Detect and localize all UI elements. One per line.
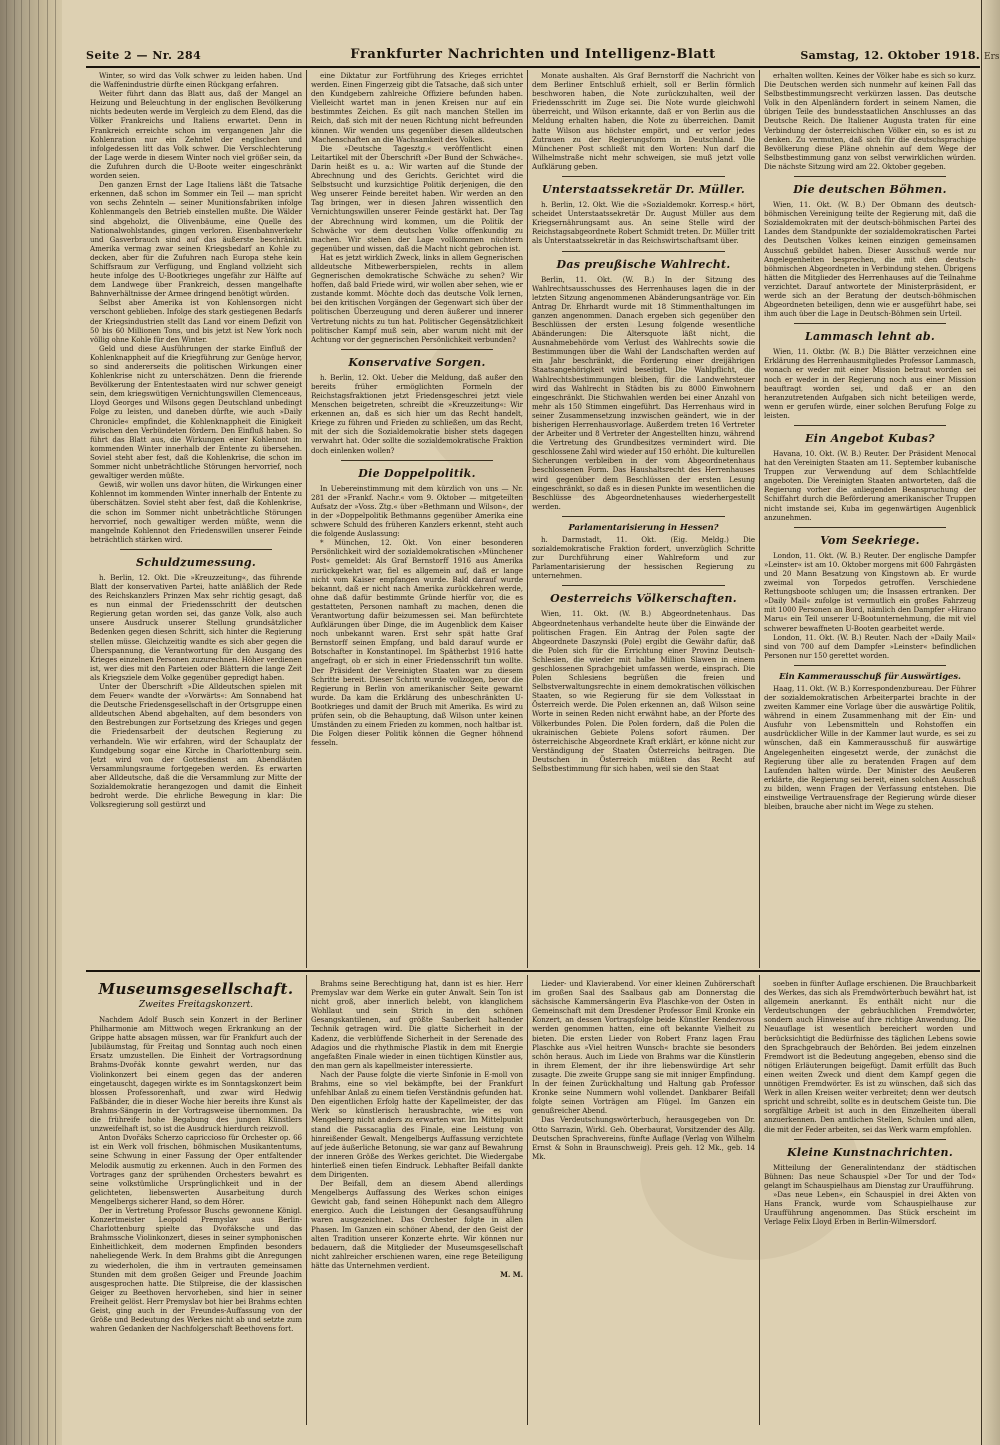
article-paragraph: Der in Vertretung Professor Buschs gewonnene Königl. Konzertmeister Leopold Premyslav aus Berlin-Charlottenburg spielte das Dvořáksche und das Brahmssche Violinkonzert, dieses in seiner symphonischen Einheitlichkeit, dem modernen Empfinden besonders naheliegende Werk. In dem Brahms gibt die Anregungen zu wiederholen, die ihm in vertrauten gemeinsamen Stunden mit dem großen Geiger und Freunde Joachim ausgesprochen hatte. Die Stilpreise, die der klassischen Geiger zu Beethoven hervorheben, sind hier in seiner Freiheit gelöst. Herr Premyslav bot hier bei Brahms echten Geist, ging auch in der Freundes-Auffassung von der Größe und Bedeutung des Werkes nicht ab und setzte zum wahren Gedanken der Nachfolgerschaft Beethovens fort. <box>90 1205 302 1334</box>
article-paragraph: eine Diktatur zur Fortführung des Krieges errichtet werden. Einen Fingerzeig gibt die Tatsache, daß sich unter den Kundgebern zahlreiche Offiziere befunden haben. Vielleicht wartet man in jenen Kreisen nur auf ein bestimmtes Zeichen. Es gilt nach manchen Stellen im Reich, daß sich mit der neuen Richtung nicht befreunden können. Wir wenden uns gegenüber diesen alldeutschen Machenschaften an die Wachsamkeit des Volkes. <box>311 71 523 144</box>
article-paragraph: Hat es jetzt wirklich Zweck, links in allem Gegnerischen alldeutsche Mitbewerberspielen, rechts in allem Gegnerischen demokratische Schwäche zu sehen? Wir hoffen, daß bald Friede wird, wir wollen aber sehen, wie er zustande kommt. Möchte doch das deutsche Volk lernen, bei den kritischen Vorgängen der Gegenwart sich über der politischen Überzeugung und deren äußerer und innerer Vertretung nichts zu tun hat. Politischer Gegensätzlichkeit politischer Kampf muß sein, aber warum nicht mit der Achtung vor der gegnerischen Persönlichkeit verbunden? <box>311 252 523 344</box>
column-divider <box>306 70 307 968</box>
header-rule <box>86 66 980 68</box>
column-top-4 <box>764 71 976 968</box>
article-separator <box>562 585 725 586</box>
article-headline: Ein Angebot Kubas? <box>805 432 935 445</box>
column-top-3 <box>532 71 755 968</box>
article-paragraph: In Uebereinstimmung mit dem kürzlich von uns — Nr. 281 der »Frankf. Nachr.« vom 9. Oktober — mitgeteilten Aufsatz der »Voss. Ztg.« über »Bethmann und Wilson«, der in der »Doppelpolitik Bethmanns gegenüber Amerika eine schwere Schuld des früheren Kanzlers erkennt, steht auch die folgende Auslassung: <box>311 483 523 539</box>
column-divider <box>759 975 760 1425</box>
article-paragraph: Monate aushalten. Als Graf Bernstorff die Nachricht von dem Berliner Entschluß erhielt, soll er Berlin förmlich beschworen haben, die Note zurückzuhalten, weil der Friedensschritt im Zuge sei. Die Note wurde gleichwohl überreicht, und Wilson erkannte, daß er von Berlin aus die Meldung erhalten haben, die Note zu überreichen. Damit hatte Wilson aus höchster empört, und er verlor jedes Zutrauen zu der Regierungsform in Deutschland. Die Münchener Post schließt mit den Worten: Nun darf die Wilhelmstraße nicht mehr schweigen, sie muß jetzt volle Aufklärung geben. <box>532 71 755 171</box>
article-paragraph: Der Beifall, dem an diesem Abend allerdings Mengelbergs Auffassung des Werkes schon einiges Gewicht gab, fand seinen Höhepunkt nach dem Allegro energico. Auch die Leistungen der Gesangsaufführung waren ausgezeichnet. Das Orchester folgte in allen Phasen. Im Ganzen ein schöner Abend, der den Geist der alten Tradition unserer Konzerte ehrte. Wir können nur bedauern, daß die Mitglieder der Museumsgesellschaft nicht zahlreicher erschienen waren, eine rege Beteiligung hätte das Unternehmen verdient. <box>311 1179 523 1270</box>
article-separator <box>341 349 493 350</box>
column-top-2 <box>311 71 523 968</box>
article-headline: Lammasch lehnt ab. <box>804 330 936 344</box>
article-paragraph: Die »Deutsche Tagesztg.« veröffentlicht einen Leitartikel mit der Überschrift »Der Bund der Schwäche«. Darin heißt es u. a.: Wir warten auf die Stunde der Abrechnung und des Gerichts. Gerichtet wird die Selbstsucht und kurzsichtige Politik derjenigen, die den Weg unserer Feinde bereitet haben. Wir werden an den Tag bringen, wer in diesen Jahren wissentlich den Vernichtungswillen unserer Feinde gestärkt hat. Der Tag der Abrechnung wird kommen, um die Politik der Schwäche vor dem deutschen Volke offenkundig zu machen. Wir stehen der Lage vollkommen nüchtern gegenüber und wissen, daß die Macht nicht gebrochen ist. <box>311 143 523 253</box>
article-headline: Oesterreichs Völkerschaften. <box>550 592 737 606</box>
adjacent-page-edge <box>981 0 1000 1445</box>
article-separator <box>794 323 946 324</box>
column-top-1 <box>90 71 302 968</box>
article-separator <box>794 1139 946 1140</box>
article-separator <box>794 176 946 177</box>
article-paragraph: Wien, 11. Okt. (W. B.) Abgeordnetenhaus. Das Abgeordnetenhaus verhandelte heute über die Einwände der politischen Fragen. Ein Antrag der Polen sagte der Abgeordnete Daszynski (Pole) ergibt die Gewähr dafür, daß die Polen sich für die Errichtung einer Provinz Deutsch-Schlesien, die wieder mit halbe Million Slawen in einem geschlossenen Sprachgebiet umfassen werde, einsprach. Die Polen Schlesiens begrüßen die freien und Selbstverwaltungsrechte in einem demokratischen völkischen Staaten, so wie Regierung für sie dem Volksstaat in Österreich werde. Die Polen erkennen an, daß Wilson seine Worte in seinen Reden nicht erwähnt habe, an der Pforte des Völkerbundes Polen. Die Polen fordern, daß die Polen die ukrainischen Gebiete Polens sofort räumen. Der österreichische Abgeordnete Kraft erklärt, er könne nicht zur Verständigung der Staaten Österreichs beitragen. Die Deutschen in Österreich müßten das Recht auf Selbstbestimmung für sich haben, weil sie den Staat <box>532 609 755 773</box>
article-paragraph: h. Berlin, 12. Okt. Ueber die Meldung, daß außer den bereits früher ermöglichten Formeln der Reichstagsfraktionen jetzt Friedensgeschrei jetzt viele Menschen beigetreten, schreibt die »Kreuzzeitung«: Wir erkennen an, daß es sich hier um das Recht handelt, Kriege zu führen und Frieden zu schließen, um das Recht, mit der sich die Sozialdemokratie bisher stets dagegen verwahrt hat. Oder sollte die sozialdemokratische Fraktion doch einlenken wollen? <box>311 372 523 455</box>
column-divider <box>759 70 760 968</box>
article-paragraph: Unter der Überschrift »Die Alldeutschen spielen mit dem Feuer« wandte der »Vorwärts«: Am Sonnabend hat die Deutsche Friedensgesellschaft in der Ortsgruppe einen alldeutschen Abend abgehalten, auf dem besonders von den Bestrebungen zur Fortsetzung des Krieges und gegen die Friedensarbeit der deutschen Regierung zu verhandeln. Wie wir erfahren, wird der Schauplatz der Kundgebung sogar eine Kirche in Charlottenburg sein. Jetzt wird von der Gottesdienst am Abendläuten Versammlungsraume fortgegeben werden. Es erwarten aber Alldeutsche, daß die die Versammlung zur Mitte der Sozialdemokratie herangezogen und damit die Einheit bedroht werde. Die ehrliche Bewegung in klar: Die Volksregierung soll gestürzt und <box>90 682 302 810</box>
article-paragraph: Mitteilung der Generalintendanz der städtischen Bühnen: Das neue Schauspiel »Der Tor und der Tod« gelangt im Schauspielhaus am Dienstag zur Uraufführung. <box>764 1162 976 1190</box>
article-paragraph: Den ganzen Ernst der Lage Italiens läßt die Tatsache erkennen, daß schon im Sommer ein Teil — man spricht von sechs Zehnteln — seiner Munitionsfabriken infolge Kohlenmangels den Betrieb einstellen mußte. Die Wälder sind abgeholzt, die Olivenbäume, eine Quelle des Nationalwohlstandes, gingen verloren. Eisenbahnverkehr und Gasverbrauch sind auf das äußerste beschränkt. Amerika vermag zwar seinen Kriegsbedarf an Kohle zu decken, aber für die Zufuhren nach Europa stehe kein Schiffsraum zur Verfügung, und England vollzieht sich heute infolge des U-Bootkrieges ungefähr zur Hälfte auf dem Landwege über Frankreich, dessen mangelhafte Bahnverhältnisse der Armee dringend benötigt würden. <box>90 180 302 299</box>
article-headline: Vom Seekriege. <box>820 533 920 547</box>
article-headline: Konservative Sorgen. <box>348 355 486 369</box>
article-paragraph: Wien, 11. Oktbr. (W. B.) Die Blätter verzeichnen eine Erklärung des Herrenhausmitgliedes Professor Lammasch, wonach er weder mit einer Mission betraut worden sei noch er weder in der Regierung noch aus einer Mission beauftragt worden sei, und daß er an den heranzutretenden Aufgaben sich nicht beteiligen werde, wenn er gerufen würde, einer solchen Berufung Folge zu leisten. <box>764 347 976 420</box>
article-headline: Die Doppelpolitik. <box>358 466 476 480</box>
article-paragraph: Geld und diese Ausführungen der starke Einfluß der Kohlenknappheit auf die Kriegführung zur Genüge hervor, so sind andererseits die politischen Wirkungen einer Kohlenkrise nicht zu unterschätzen. Denn die frierende Bevölkerung der Ententestaaten wird nur schwer geneigt sein, dem kriegswütigen Vernichtungswillen Clemenceaus, Lloyd Georges und Wilsons gegen Deutschland unbedingt Folge zu leisten, und daneben dürfte, wie auch »Daily Chronicle« empfindet, die Kohlenknappheit die Einigkeit zwischen den Verbündeten fördern. Den Einfluß haben. So führt das Blatt aus, die Wirkungen einer Kohlennot im kommenden Winter innerhalb der Entente zu übersehen. Soviel steht aber fest, daß die Kohlenkrise, die schon im Sommer nicht unbeträchtliche Störungen hervorrief, noch gewaltiger werden müßte. <box>90 343 302 481</box>
article-separator <box>120 549 272 550</box>
article-separator <box>794 527 946 528</box>
article-signature: M. M. <box>500 1270 523 1279</box>
article-separator <box>562 251 725 252</box>
article-paragraph: »Das neue Leben«, ein Schauspiel in drei Akten von Hans Franck, wurde vom Schauspielhause zur Uraufführung angenommen. Das Stück erscheint im Verlage Felix Lloyd Erben in Berlin-Wilmersdorf. <box>764 1189 976 1227</box>
article-paragraph: Berlin, 11. Okt. (W. B.) In der Sitzung des Wahlrechtsausschusses des Herrenhauses lagen die in der letzten Sitzung angenommenen Abänderungsanträge vor. Ein Antrag Dr. Ehrhardt wurde mit 18 Stimmenthaltungen im ganzen angenommen. Danach ergeben sich gegenüber den Beschlüssen der ersten Lesung folgende wesentliche Abänderungen: Die Altersquote läßt nicht, die Ausnahmebehörde vom Verlust des Wahlrechts sowie die Bestimmungen über die Wahl der Landschaften werden auf ein Jahr beschränkt, die Forderung einer dreijährigen Staatsangehörigkeit wird beseitigt. Die Wahlpflicht, die Wahlrechtsbestimmungen bleiben, für die Landwehrsteuer wird das Wahlrecht in Städten bis zu 8000 Einwohnern eingeschränkt. Die Stichwahlen werden bei einer Anzahl von mehr als 150 Stimmen eingeführt. Das Herrenhaus wird in seiner Zusammensetzung inzwischen geändert, wie in der bisherigen Herrenhausvorlage. Außerdem treten 16 Vertreter der Arbeiter und 8 Vertreter der Angestellten hinzu, während die Vertretung des Grundbesitzes vermindert wird. Die geschlossene Zahl wird wieder auf 150 erhöht. Die kulturellen Sicherungen verbleiben in der vom Abgeordnetenhaus beschlossenen Form. Das Haushaltsrecht des Herrenhauses wird gegenüber dem Beschlüssen der ersten Lesung eingeschränkt, so daß es in diesen Punkte im wesentlichen die Beschlüsse des Abgeordnetenhauses wiederhergestellt werden. <box>532 274 755 511</box>
column-divider <box>306 975 307 1425</box>
article-separator <box>562 516 725 517</box>
article-separator <box>562 176 725 177</box>
page-number: Seite 2 — Nr. 284 <box>86 49 202 62</box>
feuilleton-subtitle: Zweites Freitagskonzert. <box>138 1000 254 1010</box>
article-headline: Schuldzumessung. <box>135 555 257 569</box>
article-separator <box>794 665 946 666</box>
page-header <box>86 47 980 67</box>
article-headline: Das preußische Wahlrecht. <box>556 257 731 271</box>
article-paragraph: Nach der Pause folgte die vierte Sinfonie in E-moll von Brahms, eine so viel bekämpfte, bei der Frankfurt unfehlbar Anlaß zu einem tiefen Verständnis gefunden hat. Den eigentlichen Erfolg hatte der Kapellmeister, der das Werk so künstlerisch herausbrachte, wie es von Mengelberg nicht anders zu erwarten war. Im Mittelpunkt stand die Passacaglia des Finale, eine Leistung von hinreißender Gewalt. Mengelbergs Auffassung verzichtete auf jede äußerliche Betonung, sie war ganz auf Bewahrung der inneren Größe des Werkes gerichtet. Die Wiedergabe hinterließ einen tiefen Eindruck. Lebhafter Beifall dankte dem Dirigenten. <box>311 1069 523 1179</box>
column-bottom-4 <box>764 979 976 1425</box>
article-paragraph: * München, 12. Okt. Von einer besonderen Persönlichkeit wird der sozialdemokratischen »Münchener Post« gemeldet: Als Graf Bernstorff 1916 aus Amerika zurückgekehrt war, fiel es allgemein auf, daß er lange nicht vom Kaiser empfangen wurde. Bald darauf wurde bekannt, daß er nicht nach Amerika zurückkehren werde, ohne daß dafür bestimmte Gründe hierfür vor, die es gestatteten, Personen namhaft zu machen, denen die Verantwortung dafür beizumessen sei. Man befürchtete Aufklärungen über Dinge, die im Augenblick dem Kaiser noch unbekannt waren. Erst sehr spät hatte Graf Bernstorff seinen Empfang, und bald darauf wurde er Botschafter in Konstantinopel. Im Spätherbst 1916 hatte angefragt, ob er sich in einer Friedensschrift tun wollte. Der Präsident der Vereinigten Staaten war zu diesem Schritte bereit. Dieser Schritt wurde vollzogen, bevor die Regierung in Berlin von amerikanischer Seite gewarnt wurde. Da kam die Erklärung des unbeschränkten U-Bootkrieges und damit der Bruch mit Amerika. Es wird zu prüfen sein, ob die Behauptung, daß Wilson unter keinen Umständen zu einem Frieden zu kommen, noch haltbar ist. Die Folgen dieser Politik können die Gegner höhnend fesseln. <box>311 538 523 748</box>
masthead-title: Frankfurter Nachrichten und Intelligenz-Blatt <box>350 47 716 62</box>
column-divider <box>527 975 528 1425</box>
article-paragraph: Brahms seine Berechtigung hat, dann ist es hier. Herr Premyslav war dem Werke ein guter Anwalt. Sein Ton ist nicht groß, aber innerlich belebt, von klanglichem Wohllaut und sein Strich in den schönen Gesangskantilenen, auf größte Sauberkeit haltender Technik getragen wird. Die glatte Sicherheit in der Kadenz, die verblüffende Sicherheit in der Serenade des Adagios und die rhythmische Plastik in dem mit Energie angefaßten Finale wieder in einen tüchtigen Künstler aus, den man gern als kapellmeister interessierte. <box>311 979 523 1070</box>
article-paragraph: Das Verdeutschungswörterbuch, herausgegeben von Dr. Otto Sarrazin, Wirkl. Geh. Oberbaurat, Vorsitzender des Allg. Deutschen Sprachvereins, fünfte Auflage (Verlag von Wilhelm Ernst & Sohn in Braunschweig). Preis geh. 12 Mk., geb. 14 Mk. <box>532 1115 755 1161</box>
article-paragraph: Wien, 11. Okt. (W. B.) Der Obmann des deutsch-böhmischen Vereinigung teilte der Regierung mit, daß die Sozialdemokraten mit der deutsch-böhmischen Partei des Landes dem Standpunkte der sozialdemokratischen Partei des Deutschen Volkes keinen einzigen gemeinsamen Ausschuß gebildet haben. Dieser Ausschuß werde nur Angelegenheiten besprechen, die mit den deutsch-böhmischen Abgeordneten in Verbindung stehen. Übrigens hätten die Mitglieder des Herrenhauses auf die Teilnahme verzichtet. Darauf antwortete der Ministerpräsident, er werde sich an der Beratung der deutsch-böhmischen Abgeordneten beteiligen, denn wie er ausgeführt habe, sei ihm auch über die Lage in Deutsch-Böhmen sein Urteil. <box>764 200 976 319</box>
article-paragraph: Winter, so wird das Volk schwer zu leiden haben. Und die Waffenindustrie dürfte einen Rückgang erfahren. <box>90 71 302 90</box>
article-paragraph: h. Berlin, 12. Okt. Die »Kreuzzeitung«, das führende Blatt der konservativen Partei, hatte anläßlich der Rede des Reichskanzlers Prinzen Max sehr richtig gesagt, daß es nun einmal der Friedensschritt der deutschen Regierung getan worden sei, das ganze Volk, also auch unsere Ausdruck unserer Stellung grundsätzlicher Bedenken gegen diesen Schritt, sich hinter die Regierung stellen müsse. Gleichzeitig wandte es sich aber gegen die Überspannung, die Verantwortung für den Ausgang des Krieges einzelnen Personen zuzurechnen. Höher verdienen ist, wer dies mit den Parteien oder Blättern die lange Zeit als Kriegsziele dem Volke gegenüber gepredigt haben. <box>90 572 302 682</box>
article-paragraph: Selbst aber Amerika ist von Kohlensorgen nicht verschont geblieben. Infolge des stark gestiegenen Bedarfs der Kriegsindustrien stellt das Land vor einem Defizit von 50 bis 60 Millionen Tons, und bis jetzt ist New York noch völlig ohne Kohle für den Winter. <box>90 298 302 344</box>
article-paragraph: Weiter führt dann das Blatt aus, daß der Mangel an Heizung und Beleuchtung in der englischen Bevölkerung nichts bedeuten werde im Vergleich zu dem Elend, das die Völker Frankreichs und Italiens erwartet. Denn in Frankreich erreichte schon im vergangenen Jahr die Kohlenration nur ein Zehntel der englischen und infolgedessen litt das Volk schwer. Die Verschlechterung der Lage werde in diesem Winter noch viel größer sein, da die Zufuhren durch die U-Boote weiter eingeschränkt worden seien. <box>90 89 302 181</box>
article-paragraph: Gewiß, wir wollen uns davor hüten, die Wirkungen einer Kohlennot im kommenden Winter innerhalb der Entente zu überschätzen. Soviel steht aber fest, daß die Kohlenkrise, die schon im Sommer nicht unbeträchtliche Störungen hervorrief, noch gewaltiger werden müßte, wenn die mangelnde Kohlennot den Friedenswillen unserer Feinde beträchtlich stärken wird. <box>90 480 302 544</box>
article-paragraph: soeben in fünfter Auflage erschienen. Die Brauchbarkeit des Werkes, das sich als Fremdwörterbuch bewährt hat, ist allgemein anerkannt. Es enthält nicht nur die Verdeutschungen der gebräuchlichen Fremdwörter, sondern auch Hinweise auf ihre richtige Anwendung. Die Neuauflage ist wesentlich bereichert worden und berücksichtigt die Bedürfnisse des täglichen Lebens sowie den Sprachgebrauch der Behörden. Bei jedem einzelnen Fremdwort ist die Bedeutung angegeben, ebenso sind die nötigen Erläuterungen beigefügt. Damit erfüllt das Buch einen weiten Zweck und dient dem Kampf gegen die unnötigen Fremdwörter. Es ist zu wünschen, daß sich das Werk in allen Kreisen weiter verbreitet; denn wer deutsch spricht und schreibt, sollte es in deutschem Geiste tun. Die sorgfältige Arbeit ist auch in den Einzelheiten überall anzuerkennen. Den amtlichen Stellen, Schulen und allen, die mit der Feder arbeiten, sei das Werk warm empfohlen. <box>764 979 976 1134</box>
feuilleton-title: Museumsgesellschaft. <box>98 980 294 998</box>
article-paragraph: Lieder- und Klavierabend. Vor einer kleinen Zuhörerschaft im großen Saal des Saalbaus gab am Donnerstag die sächsische Kammersängerin Eva Plaschke-von der Osten in Gemeinschaft mit dem Dresdener Professor Emil Kronke ein Konzert, an dessen Vortragsfolge beide Künstler Rendezvous werden genommen hatten, eine oft bekannte Vielheit zu bieten. Die ersten Lieder von Robert Franz lagen Frau Plaschke aus »Viel heitren Wunsch« brachte sie besonders schön heraus. Auch im Liede von Brahms war die Künstlerin in ihrem Element, der ihr ihre liebenswürdige Art sehr zusagte. Die zweite Gruppe sang sie mit inniger Empfindung. In der feinen Zurückhaltung und Haltung gab Professor Kronke seine Nummern wohl vollendet. Dankbarer Beifall folgte seinen Vorträgen am Flügel. Im Ganzen ein genußreicher Abend. <box>532 979 755 1116</box>
article-paragraph: Havana, 10. Okt. (W. B.) Reuter. Der Präsident Menocal hat den Vereinigten Staaten am 11. September kubanische Truppen zur Verwendung auf dem Schlachtfelde angeboten. Die Vereinigten Staaten antworteten, daß die Regierung vorher die anliegenden Beanspruchung der Schiffahrt durch die Beförderung amerikanischer Truppen nicht imstande sei, Kuba im gegenwärtigen Augenblick anzunehmen. <box>764 449 976 522</box>
article-headline: Parlamentarisierung in Hessen? <box>568 521 719 532</box>
article-headline: Unterstaatssekretär Dr. Müller. <box>541 183 746 197</box>
article-paragraph: Haag, 11. Okt. (W. B.) Korrespondenzbureau. Der Führer der sozialdemokratischen Arbeiterpartei brachte in der zweiten Kammer eine Vorlage über die auswärtige Politik, während in einem Zusammenhang mit der Ein- und Ausfuhr von Lebensmitteln und Rohstoffen ein ausdrücklicher Wille in der Kammer laut wurde, es sei zu wünschen, daß ein Kammerausschuß für auswärtige Angelegenheiten eingesetzt werde, der zunächst die Regierung über alle zu beratenden Fragen auf dem Laufenden halten würde. Der Minister des Aeußeren erklärte, die Regierung sei bereit, einen solchen Ausschuß zu bilden, wenn Fragen der Verfassung entstehen. Die einstweilige Vertrauensfrage der Regierung würde dieser bleiben, brauche aber nicht im Wege zu stehen. <box>764 683 976 812</box>
column-bottom-3 <box>532 979 755 1425</box>
article-separator <box>341 460 493 461</box>
issue-date: Samstag, 12. Oktober 1918. <box>800 49 980 62</box>
column-divider <box>527 70 528 968</box>
article-headline: Ein Kammerausschuß für Auswärtiges. <box>779 670 961 681</box>
adjacent-page-text: Ers <box>984 52 1000 62</box>
article-paragraph: London, 11. Okt. (W. B.) Reuter. Der englische Dampfer »Leinster« ist am 10. Oktober morgens mit 600 Fahrgästen und 20 Mann Besatzung von Kingstown ab. Er wurde zweimal von Torpedos getroffen. Verschiedene Rettungsboote schlugen um; die Insassen ertranken. Der »Daily Mail« zufolge ist vermutlich ein großes Fahrzeug mit 1000 Personen an Bord, nämlich den Dampfer »Hirano Maru« ein Teil unserer U-Bootunternehmung, die mit viel schwerer bewaffneten U-Booten gearbeitet werde. <box>764 550 976 633</box>
column-bottom-1 <box>90 1015 302 1425</box>
article-paragraph: Nachdem Adolf Busch sein Konzert in der Berliner Philharmonie am Mittwoch wegen Erkrankung an der Grippe hatte absagen müssen, war für Frankfurt auch der Jubiläumstag, für Freitag und Sonntag auch noch einen Ersatz umzustellen. Die Einheit der Vortragsordnung Brahms-Dvořák konnte gewahrt werden, nur das Violinkonzert bei einem gegen das der anderen eingetauscht, dagegen wirkte es im Sonntagskonzert beim blossen Professorenhaft, und zwar wird Hedwig Faßbänder, die in dieser Woche hier bereits ihre Kunst als Brahms-Sängerin in der Vortragsweise übernommen. Da die frühreife hohe Begabung des jungen Künstlers unzweifelhaft ist, so ist die Ausdruck hierdurch reizvoll. <box>90 1015 302 1134</box>
article-paragraph: London, 11. Okt. (W. B.) Reuter. Nach der »Daily Mail« sind von 700 auf dem Dampfer »Leinster« befindlichen Personen nur 150 gerettet worden. <box>764 632 976 660</box>
article-headline: Kleine Kunstnachrichten. <box>787 1145 953 1159</box>
book-binding <box>0 0 62 1445</box>
column-bottom-2 <box>311 979 523 1425</box>
article-headline: Die deutschen Böhmen. <box>793 183 947 197</box>
article-separator <box>794 425 946 426</box>
article-paragraph: h. Berlin, 12. Okt. Wie die »Sozialdemokr. Korresp.« hört, scheidet Unterstaatssekretär Dr. August Müller aus dem Kriegsernährungsamt aus. An seine Stelle wird der Reichstagsabgeordnete Robert Schmidt treten. Dr. Müller tritt als Unterstaatssekretär in das Reichswirtschaftsamt über. <box>532 200 755 246</box>
section-rule <box>86 970 980 972</box>
article-paragraph: erhalten wollten. Keines der Völker habe es sich so kurz. Die Deutschen werden sich nunmehr auf keinen Fall das Selbstbestimmungsrecht verkürzen lassen. Das deutsche Volk in den Alpenländern fordert in seinem Namen, die übrigen Teile des bundesstaatlichen Anschlusses an das Deutsche Reich. Die Italiener Augusta traten für eine Verbindung der österreichischen Völker ein, so es ist zu denken. Zu vermuten, daß sich für die deutschsprachige Bevölkerung diese Pläne ohnehin auf dem Wege der Selbstbestimmung ganz von selbst verwirklichen würden. Die nächste Sitzung wird am 22. Oktober gegeben. <box>764 71 976 171</box>
article-paragraph: Anton Dvořáks Scherzo capriccioso für Orchester op. 66 ist ein Werk voll frischen, böhmischen Musikantentums, seine Schwung in einer Fassung der Oper entfaltender Melodik ausmutig zu erkennen. Auch in den Formen des Vortrages ganz der sprühenden Orchesters bewahrt es seine volkstümliche Ursprünglichkeit und in der gelichteten, liebenswerten Ausarbeitung durch Mengelbergs sicherer Hand, so dem Hörer. <box>90 1133 302 1206</box>
article-paragraph: h. Darmstadt, 11. Okt. (Eig. Meldg.) Die sozialdemokratische Fraktion fordert, unverzüglich Schritte zur Durchführung einer Wahlreform und zur Parlamentarisierung der hessischen Regierung zu unternehmen. <box>532 534 755 581</box>
